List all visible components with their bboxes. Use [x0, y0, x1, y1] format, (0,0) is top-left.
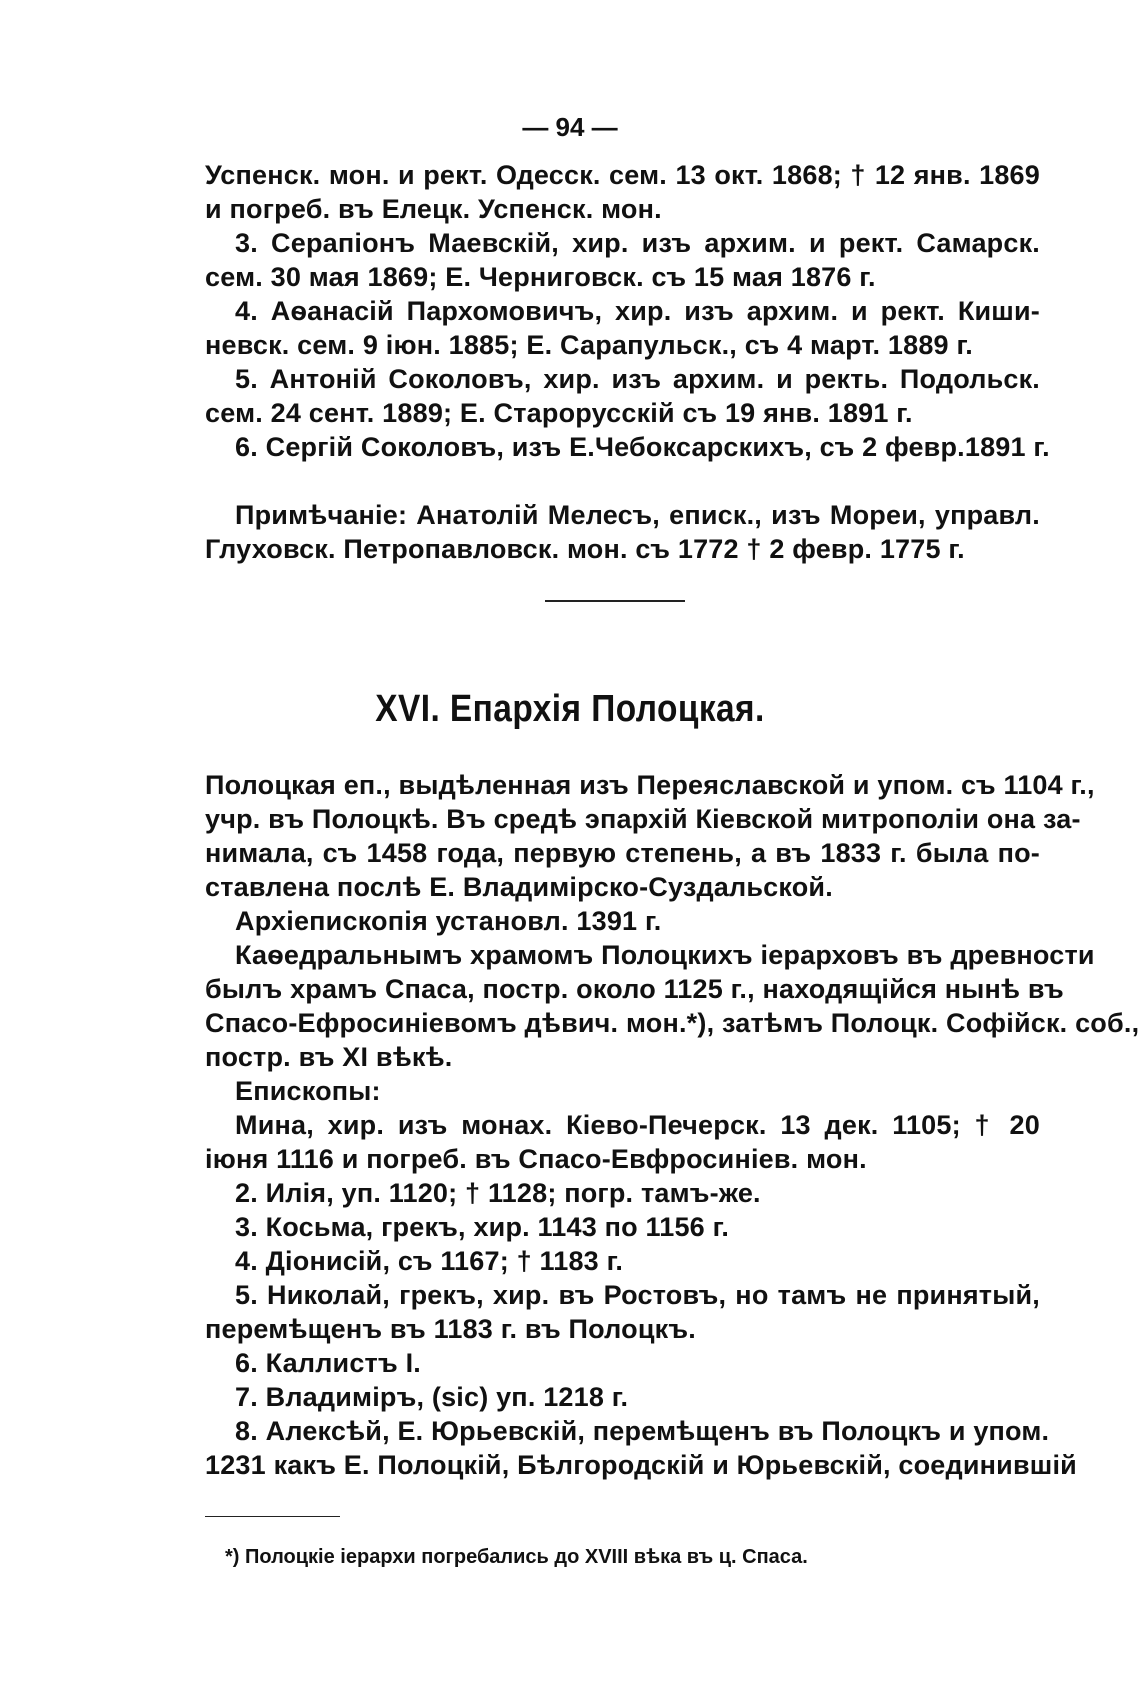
text-line: 2. Илія, уп. 1120; † 1128; погр. тамъ-же.	[235, 1178, 761, 1208]
text-line: іюня 1116 и погреб. въ Спасо-Евфросиніев. мон.	[205, 1144, 867, 1174]
text-line: 6. Каллистъ I.	[235, 1348, 421, 1378]
text-line: 6. Сергій Соколовъ, изъ Е.Чебоксарскихъ, съ 2 февр.1891 г.	[235, 432, 1050, 462]
text-line: и погреб. въ Елецк. Успенск. мон.	[205, 194, 662, 224]
text-line: 3. Косьма, грекъ, хир. 1143 по 1156 г.	[235, 1212, 730, 1242]
text-line: 4. Аѳанасій Пархомовичъ, хир. изъ архим. и рект. Киши-	[235, 296, 1040, 326]
text-line: нимала, съ 1458 года, первую степень, а въ 1833 г. была по-	[205, 838, 1040, 868]
footnote-divider	[205, 1516, 340, 1517]
text-line: невск. сем. 9 іюн. 1885; Е. Сарапульск., съ 4 март. 1889 г.	[205, 330, 973, 360]
text-line: 4. Діонисій, съ 1167; † 1183 г.	[235, 1246, 624, 1276]
note-line: Глуховск. Петропавловск. мон. съ 1772 † 2 февр. 1775 г.	[205, 534, 965, 564]
text-line: Успенск. мон. и рект. Одесск. сем. 13 окт. 1868; † 12 янв. 1869	[205, 160, 1040, 190]
text-line: сем. 30 мая 1869; Е. Черниговск. съ 15 мая 1876 г.	[205, 262, 876, 292]
text-line: былъ храмъ Спаса, постр. около 1125 г., находящійся нынѣ въ	[205, 974, 1064, 1004]
text-line: перемѣщенъ въ 1183 г. въ Полоцкъ.	[205, 1314, 696, 1344]
note-line: Примѣчаніе: Анатолій Мелесъ, еписк., изъ Мореи, управл.	[235, 500, 1040, 530]
text-line: 3. Серапіонъ Маевскій, хир. изъ архим. и рект. Самарск.	[235, 228, 1040, 258]
text-line: 8. Алексѣй, Е. Юрьевскій, перемѣщенъ въ Полоцкъ и упом.	[235, 1416, 1050, 1446]
text-line: Каѳедральнымъ храмомъ Полоцкихъ іерарховъ въ древности	[235, 940, 1095, 970]
text-line: Спасо-Ефросиніевомъ дѣвич. мон.*), затѣмъ Полоцк. Софійск. соб.,	[205, 1008, 1140, 1038]
text-line: 7. Владиміръ, (sic) уп. 1218 г.	[235, 1382, 629, 1412]
text-line: учр. въ Полоцкѣ. Въ средѣ эпархій Кіевской митрополіи она за-	[205, 804, 1081, 834]
footnote: *) Полоцкіе іерархи погребались до XVIII вѣка въ ц. Спаса.	[225, 1546, 808, 1568]
text-line: Епископы:	[235, 1076, 381, 1106]
section-divider	[545, 600, 685, 602]
text-line: ставлена послѣ Е. Владимірско-Суздальской.	[205, 872, 833, 902]
text-line: сем. 24 сент. 1889; Е. Старорусскій съ 19 янв. 1891 г.	[205, 398, 913, 428]
text-line: Мина, хир. изъ монах. Кіево-Печерск. 13 дек. 1105; † 20	[235, 1110, 1040, 1140]
page-number: — 94 —	[522, 112, 618, 142]
text-line: 1231 какъ Е. Полоцкій, Бѣлгородскій и Юрьевскій, соединившій	[205, 1450, 1077, 1480]
text-line: 5. Антоній Соколовъ, хир. изъ архим. и ректь. Подольск.	[235, 364, 1040, 394]
section-heading: XVI. Епархія Полоцкая.	[375, 688, 765, 730]
text-line: Полоцкая еп., выдѣленная изъ Переяславской и упом. съ 1104 г.,	[205, 770, 1095, 800]
text-line: постр. въ XI вѣкѣ.	[205, 1042, 453, 1072]
text-line: Архіепископія установл. 1391 г.	[235, 906, 662, 936]
text-line: 5. Николай, грекъ, хир. въ Ростовъ, но тамъ не принятый,	[235, 1280, 1040, 1310]
